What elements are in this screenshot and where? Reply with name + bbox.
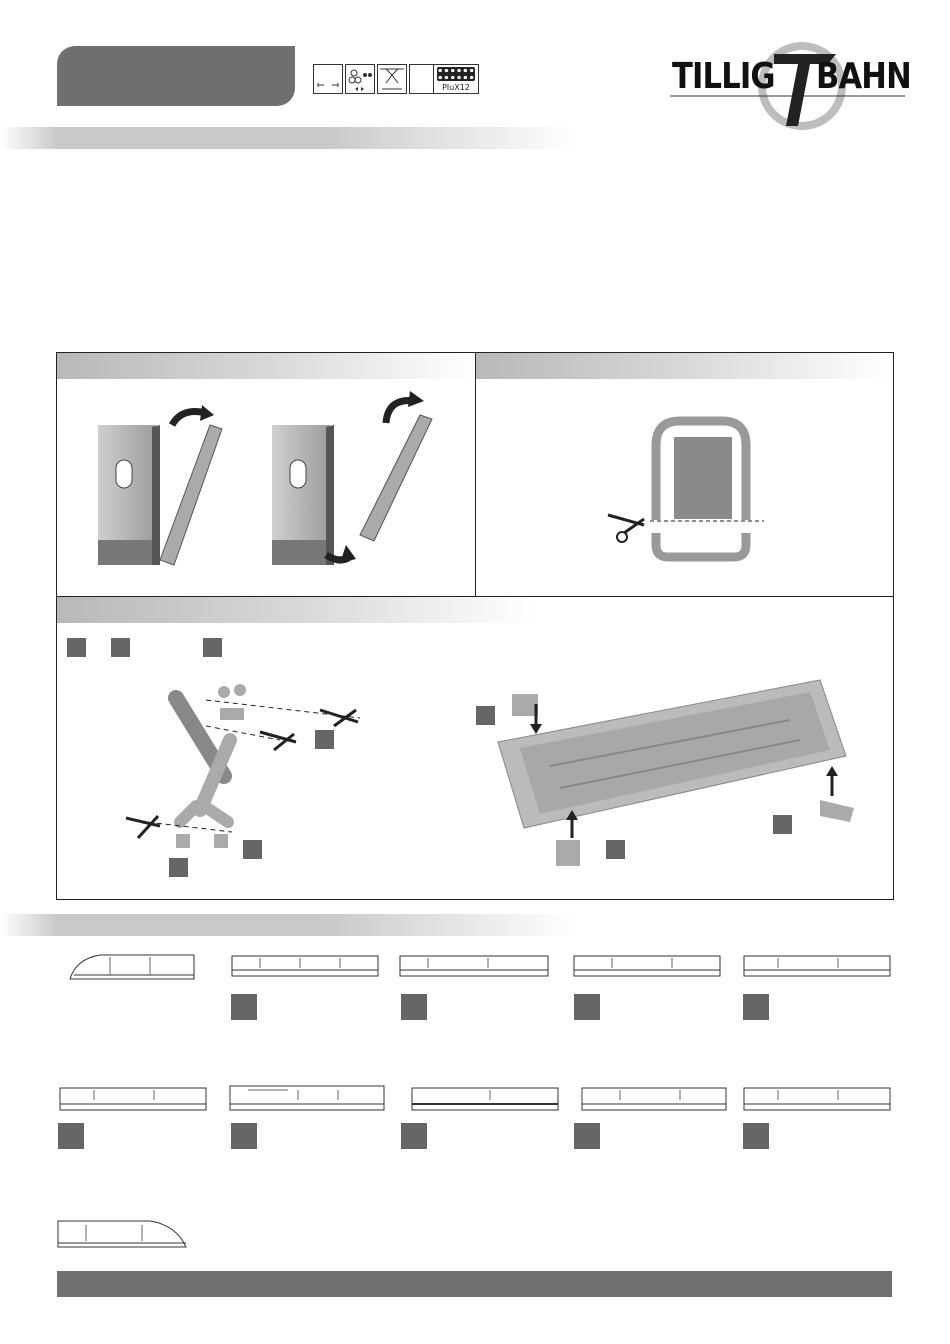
scissors-icon xyxy=(126,816,160,838)
locomotive-end-thumbnail xyxy=(60,945,200,985)
underframe-assembly-illustration xyxy=(490,670,870,870)
car-number-badge xyxy=(401,1123,427,1149)
step-badge xyxy=(606,840,625,859)
car-thumbnail xyxy=(410,1082,560,1114)
section-band-overview xyxy=(0,914,720,936)
window-frame-cut-illustration xyxy=(600,415,780,575)
step-badge xyxy=(203,638,222,657)
car-thumbnail xyxy=(230,950,380,980)
car-number-badge xyxy=(574,1123,600,1149)
feature-icons xyxy=(313,64,441,94)
car-thumbnail xyxy=(742,1082,892,1114)
locomotive-end-thumbnail xyxy=(56,1215,190,1251)
header-tab xyxy=(57,46,295,106)
step-badge xyxy=(67,638,86,657)
car-thumbnail xyxy=(580,1082,728,1114)
car-number-badge xyxy=(743,1123,769,1149)
scissors-icon xyxy=(320,710,358,726)
step-badge xyxy=(243,840,262,859)
step-badge xyxy=(773,815,792,834)
wheel-arrangement-icon xyxy=(345,64,375,94)
panel-divider-vertical xyxy=(475,352,476,596)
car-number-badge xyxy=(743,994,769,1020)
car-thumbnail xyxy=(572,950,722,980)
car-number-badge xyxy=(574,994,600,1020)
step-badge xyxy=(476,706,495,725)
logo-text-right: BAHN xyxy=(816,56,911,97)
car-thumbnail xyxy=(58,1082,208,1114)
car-thumbnail xyxy=(228,1082,386,1114)
panel-header-bottom xyxy=(57,597,537,623)
car-number-badge xyxy=(231,1123,257,1149)
step-badge xyxy=(111,638,130,657)
scissors-icon xyxy=(608,515,644,542)
car-number-badge xyxy=(231,994,257,1020)
car-thumbnail xyxy=(398,950,550,980)
section-band-top xyxy=(0,127,720,149)
pantograph-icon xyxy=(377,64,407,94)
logo-text-left: TILLIG xyxy=(672,56,775,97)
step-badge xyxy=(315,730,334,749)
plux-label: PluX12 xyxy=(442,83,470,92)
side-panel-removal-illustration xyxy=(90,385,450,580)
car-thumbnail xyxy=(742,950,892,980)
plux-interface-icon xyxy=(433,64,479,94)
footer-bar xyxy=(57,1271,892,1297)
scissors-icon xyxy=(260,732,296,750)
step-badge xyxy=(169,858,188,877)
car-number-badge xyxy=(58,1123,84,1149)
panel-header-right xyxy=(476,353,891,379)
car-number-badge xyxy=(401,994,427,1020)
coupling-icon xyxy=(313,64,343,94)
panel-header-left xyxy=(57,353,475,379)
